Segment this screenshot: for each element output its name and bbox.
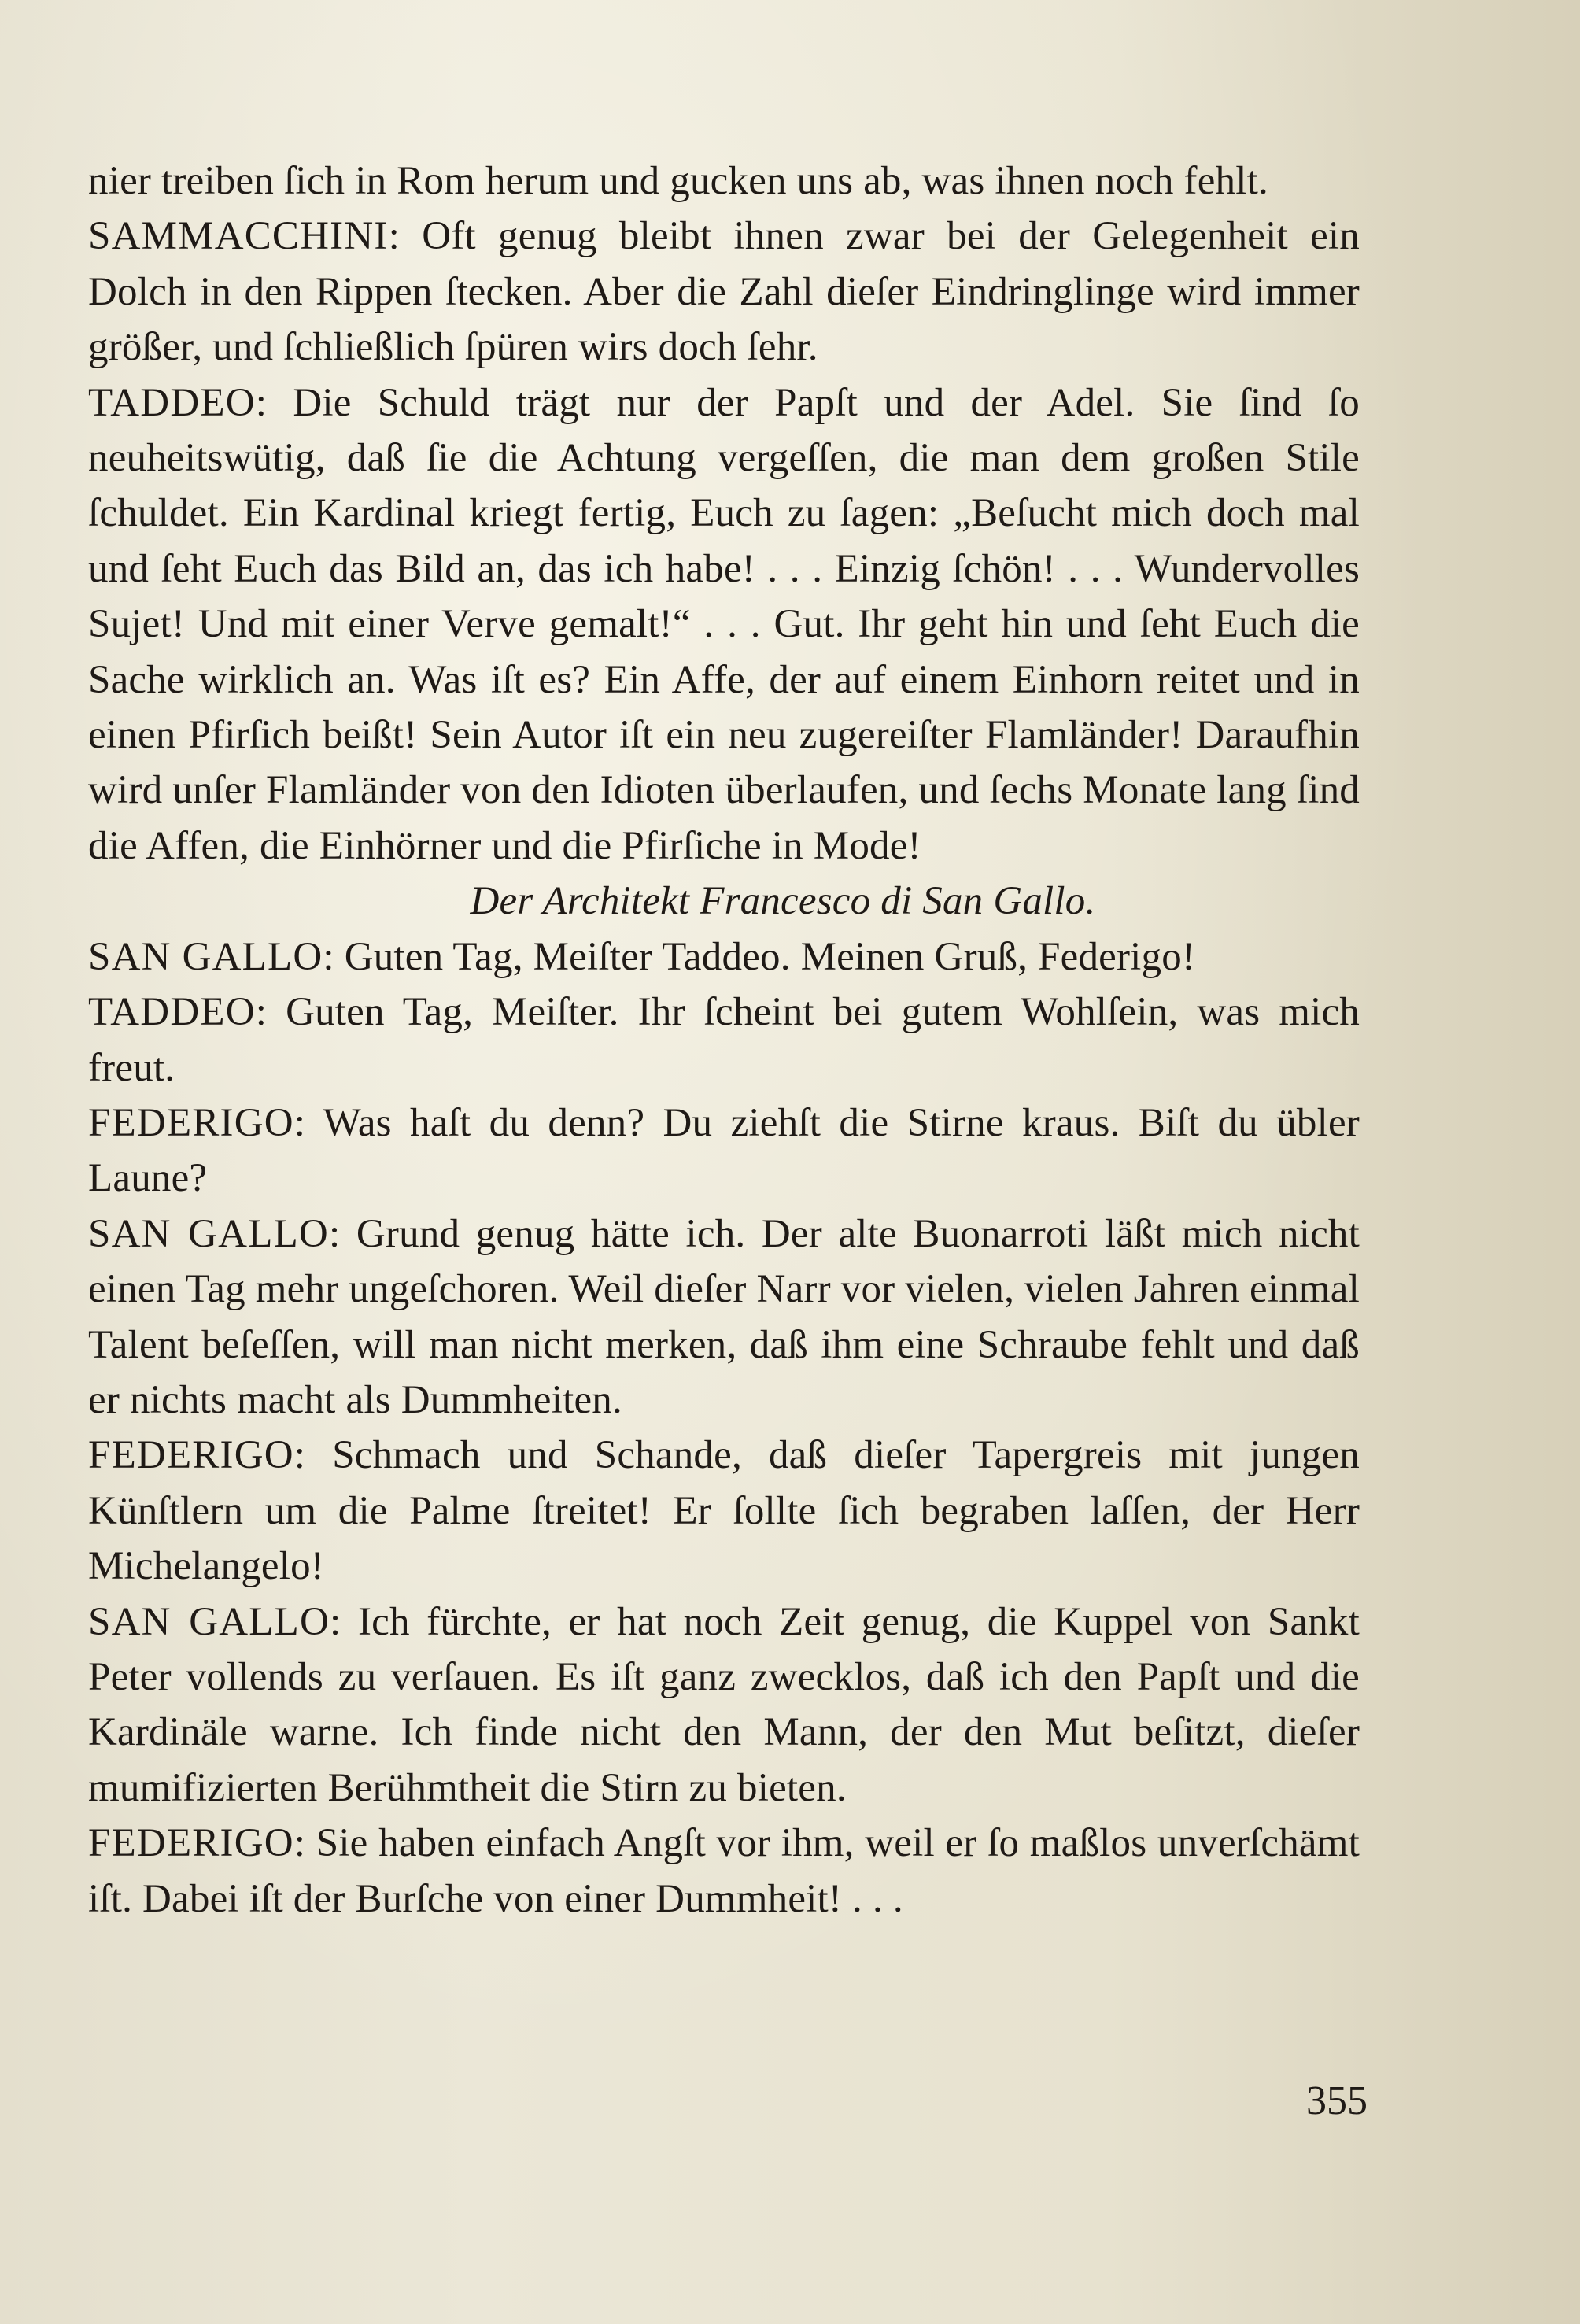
- speaker-name: SAN GALLO: [88, 1211, 329, 1256]
- speaker-separator: :: [293, 1100, 323, 1145]
- speaker-name: FEDERIGO: [88, 1821, 294, 1866]
- dialogue-paragraph: [88, 1816, 1360, 1927]
- speaker-name: SAN GALLO: [88, 1599, 330, 1644]
- dialogue-text: Sie haben einfach Angſt vor ihm, weil er ſo maßlos unverſchämt iſt. Dabei iſt der Burſche von einer Dummheit! . . .: [88, 1821, 1360, 1921]
- dialogue-paragraph: [88, 153, 1360, 209]
- page-text-body: [88, 153, 1360, 1927]
- dialogue-text: Schmach und Schande, daß dieſer Tapergreis mit jungen Künſtlern um die Palme ſtreitet! Er ſollte ſich begraben laſſen, der Herr Michelangelo!: [88, 1433, 1360, 1589]
- speaker-name: FEDERIGO: [88, 1433, 294, 1478]
- dialogue-paragraph: [88, 1206, 1360, 1428]
- dialogue-paragraph: [88, 375, 1360, 874]
- dialogue-text: Guten Tag, Meiſter Taddeo. Meinen Gruß, Federigo!: [344, 934, 1196, 979]
- speaker-separator: :: [328, 1211, 356, 1256]
- stage-direction: [88, 874, 1360, 929]
- dialogue-text: Was haſt du denn? Du ziehſt die Stirne kraus. Biſt du übler Laune?: [88, 1100, 1360, 1201]
- dialogue-text: Ich fürchte, er hat noch Zeit genug, die Kuppel von Sankt Peter vollends zu verſauen. Es iſt ganz zwecklos, daß ich den Papſt und die Kardinäle warne. Ich finde nicht den Mann, der den Mut beſitzt, dieſer mumifizierten Berühmtheit die Stirn zu bieten.: [88, 1599, 1360, 1810]
- speaker-name: FEDERIGO: [88, 1100, 294, 1145]
- speaker-separator: :: [323, 934, 345, 979]
- dialogue-paragraph: [88, 1428, 1360, 1594]
- dialogue-text: Die Schuld trägt nur der Papſt und der Adel. Sie ſind ſo neuheitswütig, daß ſie die Achtung vergeſſen, die man dem großen Stile ſchuldet. Ein Kardinal kriegt fertig, Euch zu ſagen: „Beſucht mich doch mal und ſeht Euch das Bild an, das ich habe! . . . Einzig ſchön! . . . Wundervolles Sujet! Und mit einer Verve gemalt!“ . . . Gut. Ihr geht hin und ſeht Euch die Sache wirklich an. Was iſt es? Ein Affe, der auf einem Einhorn reitet und in einen Pfirſich beißt! Sein Autor iſt ein neu zugereiſter Flamländer! Daraufhin wird unſer Flamländer von den Idioten überlaufen, und ſechs Monate lang ſind die Affen, die Einhörner und die Pfirſiche in Mode!: [88, 380, 1360, 868]
- dialogue-text: Guten Tag, Meiſter. Ihr ſcheint bei gutem Wohlſein, was mich freut.: [88, 990, 1360, 1090]
- stage-direction-text: Der Architekt Francesco di San Gallo.: [470, 879, 1096, 924]
- speaker-separator: :: [255, 990, 286, 1035]
- dialogue-text: nier treiben ſich in Rom herum und gucken uns ab, was ihnen noch fehlt.: [88, 159, 1268, 203]
- speaker-name: TADDEO: [88, 990, 256, 1035]
- speaker-separator: :: [330, 1599, 358, 1644]
- page-number: 355: [1306, 2078, 1368, 2123]
- speaker-name: SAMMACCHINI: [88, 214, 389, 259]
- speaker-name: SAN GALLO: [88, 934, 323, 979]
- dialogue-paragraph: [88, 1095, 1360, 1206]
- speaker-separator: :: [293, 1821, 316, 1866]
- dialogue-text: Grund genug hätte ich. Der alte Buonarroti läßt mich nicht einen Tag mehr ungeſchoren. Weil dieſer Narr vor vielen, vielen Jahren einmal Talent beſeſſen, will man nicht merken, daß ihm eine Schraube fehlt und daß er nichts macht als Dummheiten.: [88, 1211, 1360, 1422]
- dialogue-paragraph: [88, 209, 1360, 375]
- speaker-separator: :: [293, 1433, 333, 1478]
- speaker-separator: :: [255, 380, 293, 425]
- speaker-separator: :: [388, 214, 423, 259]
- dialogue-paragraph: [88, 985, 1360, 1095]
- dialogue-text: Oft genug bleibt ihnen zwar bei der Gelegenheit ein Dolch in den Rippen ſtecken. Aber die Zahl dieſer Eindringlinge wird immer größer, und ſchließlich ſpüren wirs doch ſehr.: [88, 214, 1360, 370]
- dialogue-paragraph: [88, 1594, 1360, 1816]
- speaker-name: TADDEO: [88, 380, 256, 425]
- dialogue-paragraph: [88, 929, 1360, 985]
